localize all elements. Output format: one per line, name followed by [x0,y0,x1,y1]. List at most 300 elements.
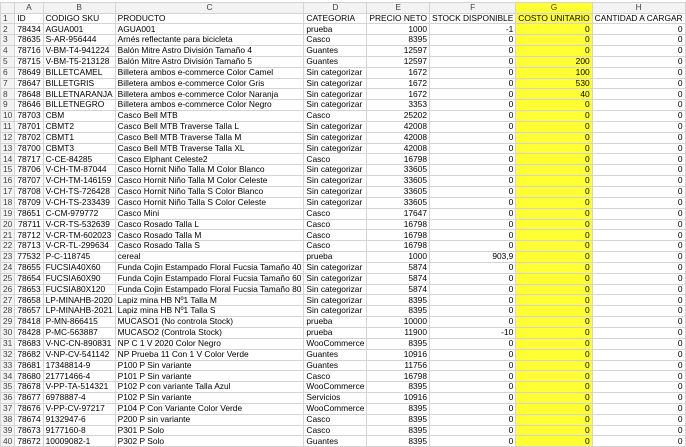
cell[interactable]: 0 [429,208,515,219]
cell[interactable]: 5874 [367,284,430,295]
cell[interactable]: 0 [429,382,515,393]
cell[interactable]: 78713 [15,241,43,252]
cell[interactable]: 1672 [367,78,430,89]
cell[interactable]: S-AR-956444 [43,35,115,46]
cell[interactable]: 200 [516,56,592,67]
cell[interactable]: Guantes [304,360,367,371]
row-number[interactable]: 4 [1,46,15,57]
cell[interactable]: CBMT2 [43,121,115,132]
cell[interactable]: 33605 [367,187,430,198]
cell[interactable]: 78653 [15,284,43,295]
cell[interactable]: 78716 [15,46,43,57]
cell[interactable]: 0 [592,382,685,393]
cell[interactable]: Casco [304,241,367,252]
cell[interactable]: 0 [592,187,685,198]
cell[interactable]: AGUA001 [43,24,115,35]
cell[interactable]: 78674 [15,414,43,425]
cell[interactable]: Servicios [304,393,367,404]
cell[interactable]: 0 [516,143,592,154]
cell[interactable]: 0 [592,360,685,371]
cell[interactable]: 11900 [367,327,430,338]
cell[interactable]: 78434 [15,24,43,35]
cell[interactable]: 5874 [367,262,430,273]
cell[interactable]: BILLETNARANJA [43,89,115,100]
cell[interactable]: 12597 [367,46,430,57]
cell[interactable]: Sin categorizar [304,100,367,111]
cell[interactable]: 0 [429,295,515,306]
cell[interactable]: Sin categorizar [304,121,367,132]
cell[interactable]: 903,9 [429,252,515,263]
cell[interactable]: P302 P Solo [115,436,304,447]
cell[interactable]: 9132947-6 [43,414,115,425]
column-header-g[interactable]: G [516,3,592,14]
cell[interactable]: Billetera ambos e-commerce Color Camel [115,67,304,78]
cell[interactable]: 0 [592,425,685,436]
cell[interactable]: 0 [592,46,685,57]
cell[interactable]: Casco Rosado Talla L [115,219,304,230]
cell[interactable]: 0 [429,165,515,176]
cell[interactable]: 0 [429,414,515,425]
cell[interactable]: 78651 [15,208,43,219]
row-number[interactable]: 40 [1,436,15,447]
cell[interactable]: P102 P Sin variante [115,393,304,404]
cell[interactable]: 78658 [15,295,43,306]
cell[interactable]: Balón Mitre Astro División Tamaño 5 [115,56,304,67]
cell[interactable]: 10000 [367,317,430,328]
cell[interactable]: 10916 [367,349,430,360]
cell[interactable]: 0 [592,154,685,165]
cell[interactable]: 0 [429,46,515,57]
cell[interactable]: 17348814-9 [43,360,115,371]
cell[interactable]: 0 [516,252,592,263]
row-number[interactable]: 1 [1,13,15,24]
cell[interactable]: CBM [43,111,115,122]
cell[interactable]: 78711 [15,219,43,230]
cell[interactable]: FUCSIA60X90 [43,273,115,284]
cell[interactable]: 78681 [15,360,43,371]
cell[interactable]: P100 P Sin variante [115,360,304,371]
cell[interactable]: Sin categorizar [304,197,367,208]
cell[interactable]: 0 [516,436,592,447]
cell[interactable]: 0 [516,382,592,393]
cell[interactable]: Casco [304,371,367,382]
cell[interactable]: 0 [516,187,592,198]
cell[interactable]: 78654 [15,273,43,284]
cell[interactable]: 0 [429,143,515,154]
cell[interactable]: 0 [429,360,515,371]
cell[interactable]: 0 [516,154,592,165]
cell[interactable]: -1 [429,24,515,35]
cell[interactable]: MUCASO2 (Controla Stock) [115,327,304,338]
cell[interactable]: 0 [516,360,592,371]
header-cell[interactable]: ID [15,13,43,24]
row-number[interactable]: 25 [1,273,15,284]
cell[interactable]: Casco [304,35,367,46]
cell[interactable]: Casco Hornit Niño Talla M Color Blanco [115,165,304,176]
cell[interactable]: P200 P sin variante [115,414,304,425]
cell[interactable]: 0 [516,35,592,46]
cell[interactable]: 78703 [15,111,43,122]
cell[interactable]: 0 [592,262,685,273]
cell[interactable]: 0 [592,78,685,89]
cell[interactable]: P-MC-563887 [43,327,115,338]
cell[interactable]: 0 [516,24,592,35]
cell[interactable]: Billetera ambos e-commerce Color Naranja [115,89,304,100]
cell[interactable]: 0 [516,219,592,230]
cell[interactable]: NP C 1 V 2020 Color Negro [115,338,304,349]
cell[interactable]: Sin categorizar [304,67,367,78]
cell[interactable]: 0 [516,197,592,208]
cell[interactable]: LP-MINAHB-2021 [43,306,115,317]
cell[interactable]: V-NC-CN-890831 [43,338,115,349]
cell[interactable]: 0 [592,111,685,122]
cell[interactable]: 0 [429,306,515,317]
row-number[interactable]: 26 [1,284,15,295]
cell[interactable]: 78701 [15,121,43,132]
cell[interactable]: 0 [429,100,515,111]
column-header-c[interactable]: C [115,3,304,14]
header-cell[interactable]: PRODUCTO [115,13,304,24]
cell[interactable]: 0 [592,100,685,111]
row-number[interactable]: 18 [1,197,15,208]
cell[interactable]: 78706 [15,165,43,176]
row-number[interactable]: 15 [1,165,15,176]
cell[interactable]: Casco Bell MTB Traverse Talla M [115,132,304,143]
row-number[interactable]: 35 [1,382,15,393]
cell[interactable]: WooCommerce [304,403,367,414]
cell[interactable]: 0 [592,436,685,447]
cell[interactable]: 0 [429,425,515,436]
cell[interactable]: 0 [592,284,685,295]
cell[interactable]: Lapiz mina HB Nº1 Talla S [115,306,304,317]
cell[interactable]: Funda Cojin Estampado Floral Fucsia Tamaño 60 [115,273,304,284]
row-number[interactable]: 23 [1,252,15,263]
cell[interactable]: V-CH-TS-233439 [43,197,115,208]
cell[interactable]: 78418 [15,317,43,328]
cell[interactable]: Sin categorizar [304,273,367,284]
cell[interactable]: Casco [304,154,367,165]
cell[interactable]: C-CE-84285 [43,154,115,165]
cell[interactable]: 33605 [367,197,430,208]
cell[interactable]: Casco [304,111,367,122]
cell[interactable]: prueba [304,24,367,35]
cell[interactable]: V-BM-T5-213128 [43,56,115,67]
header-cell[interactable]: COSTO UNITARIO [516,13,592,24]
cell[interactable]: 78635 [15,35,43,46]
cell[interactable]: 1000 [367,252,430,263]
cell[interactable]: 40 [516,89,592,100]
header-cell[interactable]: CANTIDAD A CARGAR [592,13,685,24]
row-number[interactable]: 37 [1,403,15,414]
cell[interactable]: 100 [516,67,592,78]
cell[interactable]: 0 [516,327,592,338]
column-header-d[interactable]: D [304,3,367,14]
row-number[interactable]: 27 [1,295,15,306]
cell[interactable]: 8395 [367,295,430,306]
cell[interactable]: 0 [592,403,685,414]
cell[interactable]: 0 [516,338,592,349]
cell[interactable]: FUCSIA80X120 [43,284,115,295]
cell[interactable]: V-CR-TL-299634 [43,241,115,252]
cell[interactable]: 78680 [15,371,43,382]
cell[interactable]: prueba [304,327,367,338]
cell[interactable]: Sin categorizar [304,295,367,306]
cell[interactable]: 0 [516,121,592,132]
row-number[interactable]: 30 [1,327,15,338]
cell[interactable]: Casco [304,230,367,241]
cell[interactable]: 0 [592,219,685,230]
cell[interactable]: 0 [516,425,592,436]
cell[interactable]: 0 [516,273,592,284]
cell[interactable]: 33605 [367,165,430,176]
cell[interactable]: MUCASO1 (No controla Stock) [115,317,304,328]
cell[interactable]: Sin categorizar [304,78,367,89]
cell[interactable]: 8395 [367,425,430,436]
cell[interactable]: V-CH-TS-726428 [43,187,115,198]
cell[interactable]: Casco Bell MTB [115,111,304,122]
cell[interactable]: Casco [304,219,367,230]
cell[interactable]: Funda Cojin Estampado Floral Fucsia Tamaño 80 [115,284,304,295]
cell[interactable]: 78655 [15,262,43,273]
cell[interactable]: 0 [592,89,685,100]
cell[interactable]: 3353 [367,100,430,111]
cell[interactable]: 0 [516,371,592,382]
cell[interactable]: Casco Bell MTB Traverse Talla L [115,121,304,132]
cell[interactable]: 0 [516,132,592,143]
cell[interactable]: 78677 [15,393,43,404]
column-header-a[interactable]: A [15,3,43,14]
row-number[interactable]: 19 [1,208,15,219]
cell[interactable]: 1672 [367,89,430,100]
cell[interactable]: Sin categorizar [304,165,367,176]
cell[interactable]: 0 [429,436,515,447]
cell[interactable]: 0 [516,262,592,273]
cell[interactable]: 0 [592,252,685,263]
cell[interactable]: 8395 [367,306,430,317]
header-cell[interactable]: CATEGORIA [304,13,367,24]
cell[interactable]: 0 [516,230,592,241]
cell[interactable]: Guantes [304,46,367,57]
row-number[interactable]: 6 [1,67,15,78]
row-number[interactable]: 5 [1,56,15,67]
cell[interactable]: Guantes [304,56,367,67]
cell[interactable]: 0 [429,403,515,414]
row-number[interactable]: 24 [1,262,15,273]
column-header-h[interactable]: H [592,3,685,14]
cell[interactable]: 0 [516,306,592,317]
cell[interactable]: 0 [592,132,685,143]
cell[interactable]: 78709 [15,197,43,208]
cell[interactable]: WooCommerce [304,338,367,349]
cell[interactable]: 78676 [15,403,43,414]
cell[interactable]: 42008 [367,143,430,154]
cell[interactable]: 0 [516,46,592,57]
cell[interactable]: V-PP-TA-514321 [43,382,115,393]
row-number[interactable]: 38 [1,414,15,425]
cell[interactable]: Casco Rosado Talla S [115,241,304,252]
row-number[interactable]: 16 [1,176,15,187]
cell[interactable]: 8395 [367,403,430,414]
cell[interactable]: 78682 [15,349,43,360]
column-header-e[interactable]: E [367,3,430,14]
cell[interactable]: 16798 [367,154,430,165]
cell[interactable]: 78683 [15,338,43,349]
select-all-corner[interactable] [1,3,15,14]
cell[interactable]: 0 [429,35,515,46]
cell[interactable]: 0 [516,208,592,219]
cell[interactable]: 0 [429,67,515,78]
cell[interactable]: Guantes [304,436,367,447]
cell[interactable]: 0 [516,414,592,425]
cell[interactable]: 78678 [15,382,43,393]
cell[interactable]: 16798 [367,219,430,230]
cell[interactable]: Casco Rosado Talla M [115,230,304,241]
cell[interactable]: 78672 [15,436,43,447]
row-number[interactable]: 31 [1,338,15,349]
cell[interactable]: 0 [516,349,592,360]
cell[interactable]: P101 P Sin variante [115,371,304,382]
cell[interactable]: 0 [429,349,515,360]
row-number[interactable]: 9 [1,100,15,111]
cell[interactable]: P-MN-866415 [43,317,115,328]
column-header-b[interactable]: B [43,3,115,14]
cell[interactable]: Billetera ambos e-commerce Color Negro [115,100,304,111]
cell[interactable]: BILLETNEGRO [43,100,115,111]
cell[interactable]: P104 P Con Variante Color Verde [115,403,304,414]
cell[interactable]: Lapiz mina HB Nº1 Talla M [115,295,304,306]
cell[interactable]: 0 [516,295,592,306]
cell[interactable]: 0 [429,132,515,143]
cell[interactable]: 0 [592,143,685,154]
cell[interactable]: 8395 [367,338,430,349]
cell[interactable]: 0 [592,35,685,46]
cell[interactable]: Casco [304,425,367,436]
cell[interactable]: 0 [429,89,515,100]
cell[interactable]: 0 [516,176,592,187]
cell[interactable]: 0 [429,393,515,404]
cell[interactable]: 78715 [15,56,43,67]
row-number[interactable]: 12 [1,132,15,143]
cell[interactable]: 8395 [367,414,430,425]
cell[interactable]: V-BM-T4-941224 [43,46,115,57]
cell[interactable]: 0 [516,393,592,404]
cell[interactable]: 0 [429,78,515,89]
row-number[interactable]: 21 [1,230,15,241]
cell[interactable]: Balón Mitre Astro División Tamaño 4 [115,46,304,57]
cell[interactable]: Sin categorizar [304,132,367,143]
cell[interactable]: 0 [592,349,685,360]
cell[interactable]: 5874 [367,273,430,284]
cell[interactable]: 0 [592,414,685,425]
cell[interactable]: prueba [304,317,367,328]
cell[interactable]: 78712 [15,230,43,241]
header-cell[interactable]: PRECIO NETO [367,13,430,24]
cell[interactable]: Casco Hornit Niño Talla M Color Celeste [115,176,304,187]
row-number[interactable]: 13 [1,143,15,154]
cell[interactable]: 0 [516,111,592,122]
cell[interactable]: Casco Hornit Niño Talla S Color Celeste [115,197,304,208]
cell[interactable]: 0 [592,393,685,404]
cell[interactable]: 78708 [15,187,43,198]
cell[interactable]: 0 [429,262,515,273]
row-number[interactable]: 28 [1,306,15,317]
row-number[interactable]: 2 [1,24,15,35]
cell[interactable]: BILLETGRIS [43,78,115,89]
cell[interactable]: WooCommerce [304,382,367,393]
cell[interactable]: 0 [516,241,592,252]
cell[interactable]: 0 [592,165,685,176]
cell[interactable]: Sin categorizar [304,176,367,187]
cell[interactable]: 33605 [367,176,430,187]
cell[interactable]: Sin categorizar [304,187,367,198]
cell[interactable]: 0 [592,230,685,241]
cell[interactable]: 8395 [367,382,430,393]
cell[interactable]: Sin categorizar [304,89,367,100]
cell[interactable]: Sin categorizar [304,284,367,295]
cell[interactable]: V-CR-TS-532639 [43,219,115,230]
cell[interactable]: 78700 [15,143,43,154]
cell[interactable]: 42008 [367,121,430,132]
cell[interactable]: 0 [592,327,685,338]
row-number[interactable]: 11 [1,121,15,132]
cell[interactable]: 17647 [367,208,430,219]
cell[interactable]: 0 [429,317,515,328]
row-number[interactable]: 32 [1,349,15,360]
cell[interactable]: -10 [429,327,515,338]
cell[interactable]: 0 [592,197,685,208]
header-cell[interactable]: STOCK DISPONIBLE [429,13,515,24]
cell[interactable]: 0 [429,273,515,284]
cell[interactable]: 0 [592,24,685,35]
cell[interactable]: 0 [429,154,515,165]
cell[interactable]: 0 [592,241,685,252]
cell[interactable]: 0 [516,100,592,111]
cell[interactable]: 10916 [367,393,430,404]
cell[interactable]: 78717 [15,154,43,165]
cell[interactable]: C-CM-979772 [43,208,115,219]
cell[interactable]: 78649 [15,67,43,78]
cell[interactable]: 0 [516,403,592,414]
cell[interactable]: 0 [592,371,685,382]
cell[interactable]: 0 [429,219,515,230]
cell[interactable]: 1000 [367,24,430,35]
cell[interactable]: 8395 [367,436,430,447]
cell[interactable]: BILLETCAMEL [43,67,115,78]
cell[interactable]: CBMT3 [43,143,115,154]
cell[interactable]: 0 [592,56,685,67]
column-header-f[interactable]: F [429,3,515,14]
cell[interactable]: 77532 [15,252,43,263]
cell[interactable]: Casco Bell MTB Traverse Talla XL [115,143,304,154]
cell[interactable]: 0 [429,284,515,295]
cell[interactable]: Funda Cojin Estampado Floral Fucsia Tamaño 40 [115,262,304,273]
cell[interactable]: V-CH-TM-87044 [43,165,115,176]
cell[interactable]: 16798 [367,241,430,252]
cell[interactable]: 78648 [15,89,43,100]
cell[interactable]: 78428 [15,327,43,338]
cell[interactable]: 0 [429,197,515,208]
cell[interactable]: 16798 [367,230,430,241]
cell[interactable]: 78647 [15,78,43,89]
row-number[interactable]: 39 [1,425,15,436]
cell[interactable]: V-NP-CV-541142 [43,349,115,360]
cell[interactable]: cereal [115,252,304,263]
cell[interactable]: 16798 [367,371,430,382]
cell[interactable]: 6978887-4 [43,393,115,404]
cell[interactable]: 12597 [367,56,430,67]
cell[interactable]: 530 [516,78,592,89]
cell[interactable]: 21771466-4 [43,371,115,382]
